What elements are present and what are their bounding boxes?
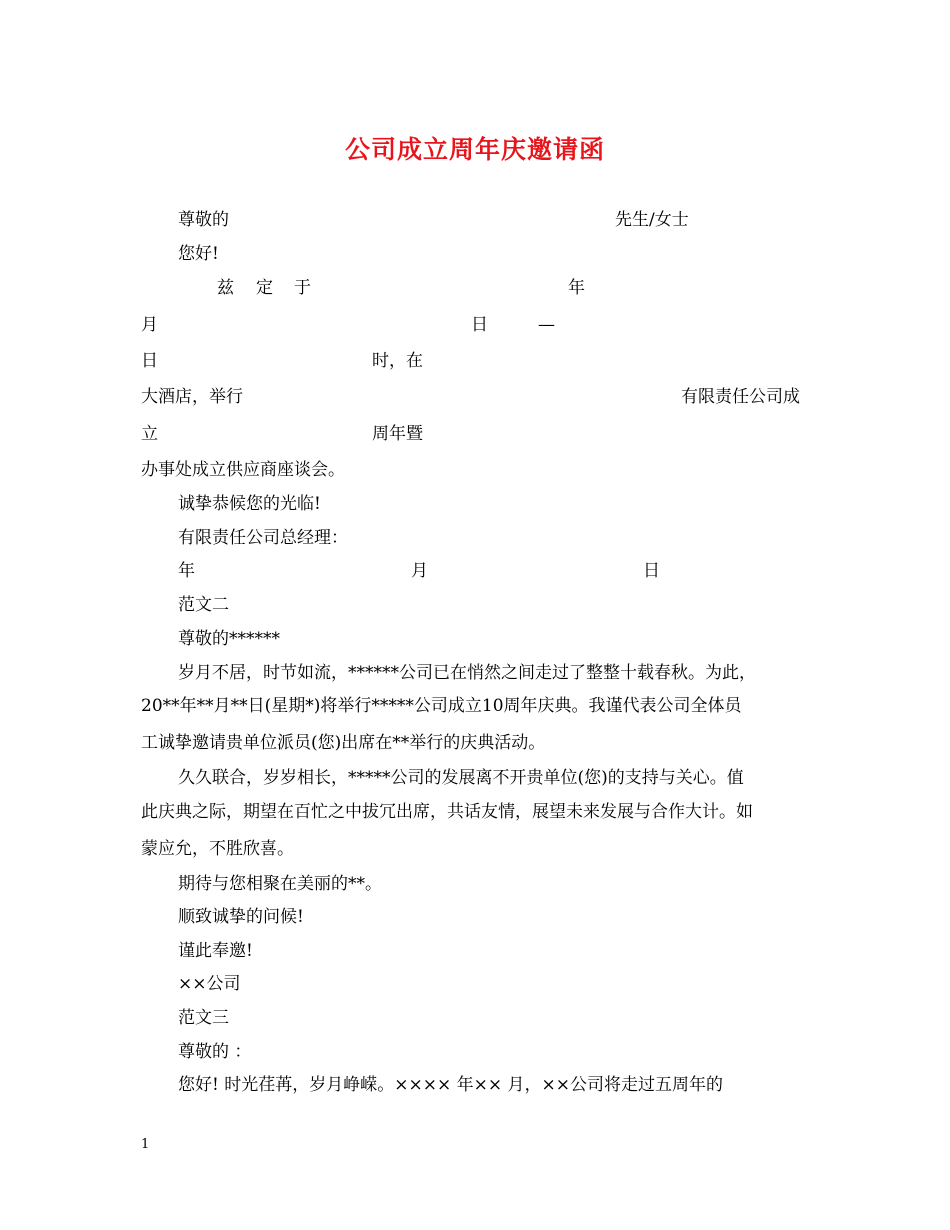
paragraph-2-line-2: 此庆典之际，期望在百忙之中拔冗出席，共话友情，展望未来发展与合作大计。如 xyxy=(141,802,753,822)
text-yu: 于 xyxy=(294,278,311,298)
text-month: 月 xyxy=(141,315,158,335)
text-await: 诚挚恭候您的光临! xyxy=(178,494,321,514)
text-zi: 兹 xyxy=(217,278,234,298)
text-invite: 谨此奉邀! xyxy=(178,941,253,961)
text-ding: 定 xyxy=(256,278,273,298)
salutation-2: 尊敬的****** xyxy=(178,629,280,649)
date-month: 月 xyxy=(411,561,428,581)
text-day-2: 日 xyxy=(141,351,158,371)
date-year: 年 xyxy=(178,561,195,581)
section-heading-2: 范文二 xyxy=(178,595,229,615)
salutation-label: 尊敬的 xyxy=(178,210,229,230)
text-day: 日 xyxy=(471,315,488,335)
document-title: 公司成立周年庆邀请函 xyxy=(344,135,605,164)
text-company-sign: ××公司 xyxy=(178,974,241,994)
paragraph-1-line-2: 20**年**月**日(星期*)将举行*****公司成立10周年庆典。我谨代表公司全体员 xyxy=(141,696,742,716)
text-li: 立 xyxy=(141,424,158,444)
greeting: 您好! xyxy=(178,244,219,264)
text-gm-signature: 有限责任公司总经理： xyxy=(178,528,348,548)
text-hotel: 大酒店，举行 xyxy=(141,387,243,407)
paragraph-1-line-1: 岁月不居，时节如流，******公司已在悄然之间走过了整整十载春秋。为此， xyxy=(178,663,756,683)
date-day: 日 xyxy=(643,561,660,581)
text-expect: 期待与您相聚在美丽的**。 xyxy=(178,874,382,894)
paragraph-2-line-3: 蒙应允，不胜欣喜。 xyxy=(141,839,294,859)
salutation-3: 尊敬的 ： xyxy=(178,1042,252,1062)
text-supplier-meeting: 办事处成立供应商座谈会。 xyxy=(141,460,345,480)
text-time-at: 时，在 xyxy=(372,351,423,371)
text-year: 年 xyxy=(568,278,585,298)
text-regards: 顺致诚挚的问候! xyxy=(178,907,304,927)
paragraph-1-line-3: 工诚挚邀请贵单位派员(您)出席在**举行的庆典活动。 xyxy=(141,733,546,753)
text-company-est: 有限责任公司成 xyxy=(681,387,800,407)
text-anniversary: 周年暨 xyxy=(372,424,423,444)
section-heading-3: 范文三 xyxy=(178,1008,229,1028)
paragraph-2-line-1: 久久联合，岁岁相长，*****公司的发展离不开贵单位(您)的支持与关心。值 xyxy=(178,768,744,788)
paragraph-3-line-1: 您好! 时光荏苒，岁月峥嵘。×××× 年×× 月，××公司将走过五周年的 xyxy=(178,1075,723,1095)
page-number: 1 xyxy=(141,1137,150,1152)
text-dash: — xyxy=(538,315,555,335)
salutation-title: 先生/女士 xyxy=(615,210,689,230)
